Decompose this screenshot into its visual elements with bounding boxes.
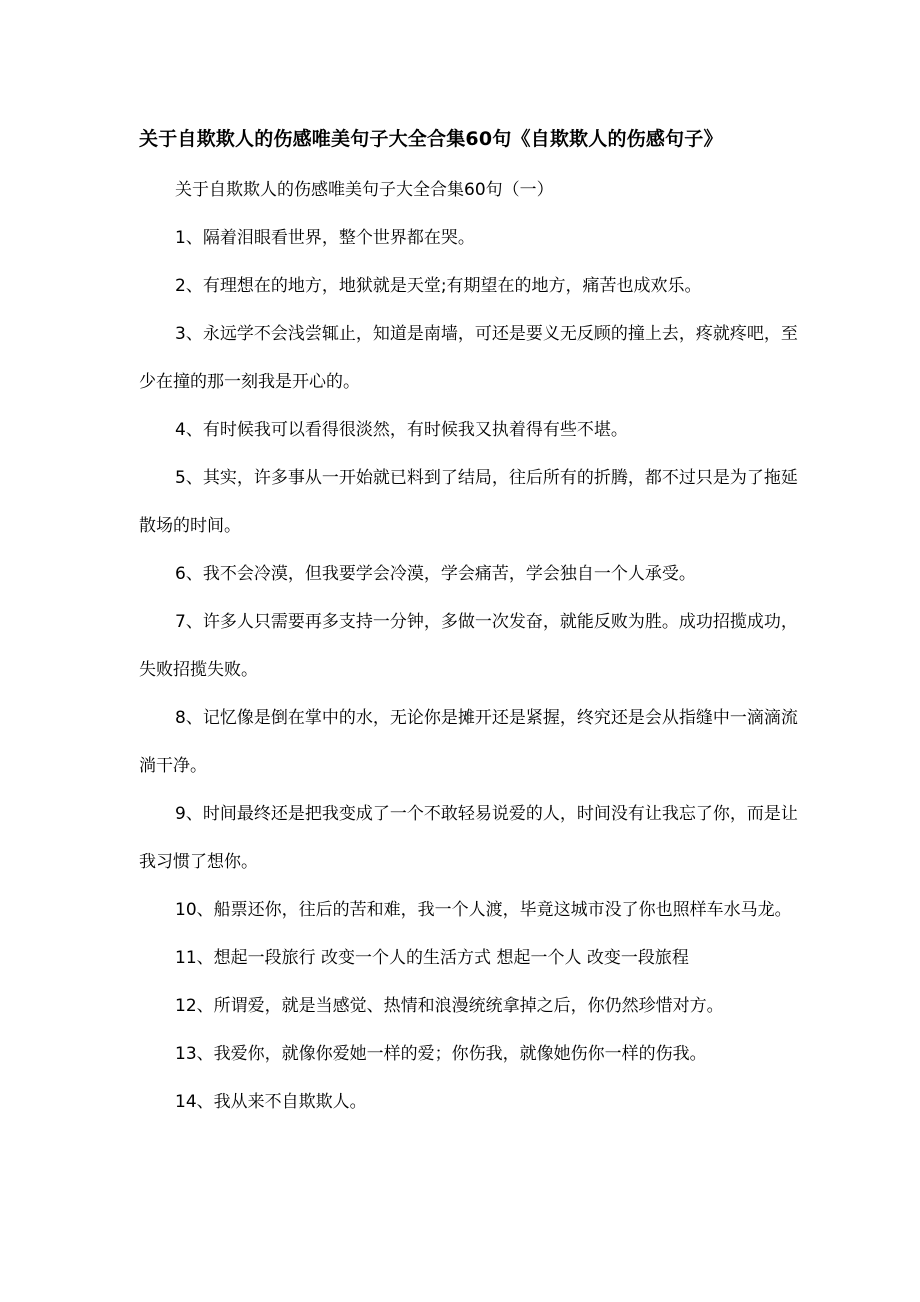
list-item: 7、许多人只需要再多支持一分钟，多做一次发奋，就能反败为胜。成功招揽成功，失败招揽失败。	[139, 612, 798, 680]
list-item: 1、隔着泪眼看世界，整个世界都在哭。	[175, 228, 475, 248]
list-item: 2、有理想在的地方，地狱就是天堂;有期望在的地方，痛苦也成欢乐。	[175, 276, 702, 296]
list-item: 12、所谓爱，就是当感觉、热情和浪漫统统拿掉之后，你仍然珍惜对方。	[175, 996, 724, 1016]
list-item: 3、永远学不会浅尝辄止，知道是南墙，可还是要义无反顾的撞上去，疼就疼吧，至少在撞的那一刻我是开心的。	[139, 324, 798, 392]
list-item: 10、船票还你，往后的苦和难，我一个人渡，毕竟这城市没了你也照样车水马龙。	[175, 900, 792, 920]
list-item: 13、我爱你，就像你爱她一样的爱；你伤我，就像她伤你一样的伤我。	[175, 1044, 707, 1064]
document-body	[139, 166, 799, 1126]
subtitle: 关于自欺欺人的伤感唯美句子大全合集60句（一）	[175, 180, 554, 200]
list-item: 4、有时候我可以看得很淡然，有时候我又执着得有些不堪。	[175, 420, 628, 440]
list-item: 6、我不会冷漠，但我要学会冷漠，学会痛苦，学会独自一个人承受。	[175, 564, 696, 584]
list-item: 14、我从来不自欺欺人。	[175, 1092, 367, 1112]
list-item: 11、想起一段旅行 改变一个人的生活方式 想起一个人 改变一段旅程	[175, 948, 689, 968]
list-item: 8、记忆像是倒在掌中的水，无论你是摊开还是紧握，终究还是会从指缝中一滴滴流淌干净。	[139, 708, 798, 776]
list-item: 5、其实，许多事从一开始就已料到了结局，往后所有的折腾，都不过只是为了拖延散场的时间。	[139, 468, 798, 536]
list-item: 9、时间最终还是把我变成了一个不敢轻易说爱的人，时间没有让我忘了你，而是让我习惯了想你。	[139, 804, 798, 872]
document-title: 关于自欺欺人的伤感唯美句子大全合集60句《自欺欺人的伤感句子》	[139, 128, 723, 150]
